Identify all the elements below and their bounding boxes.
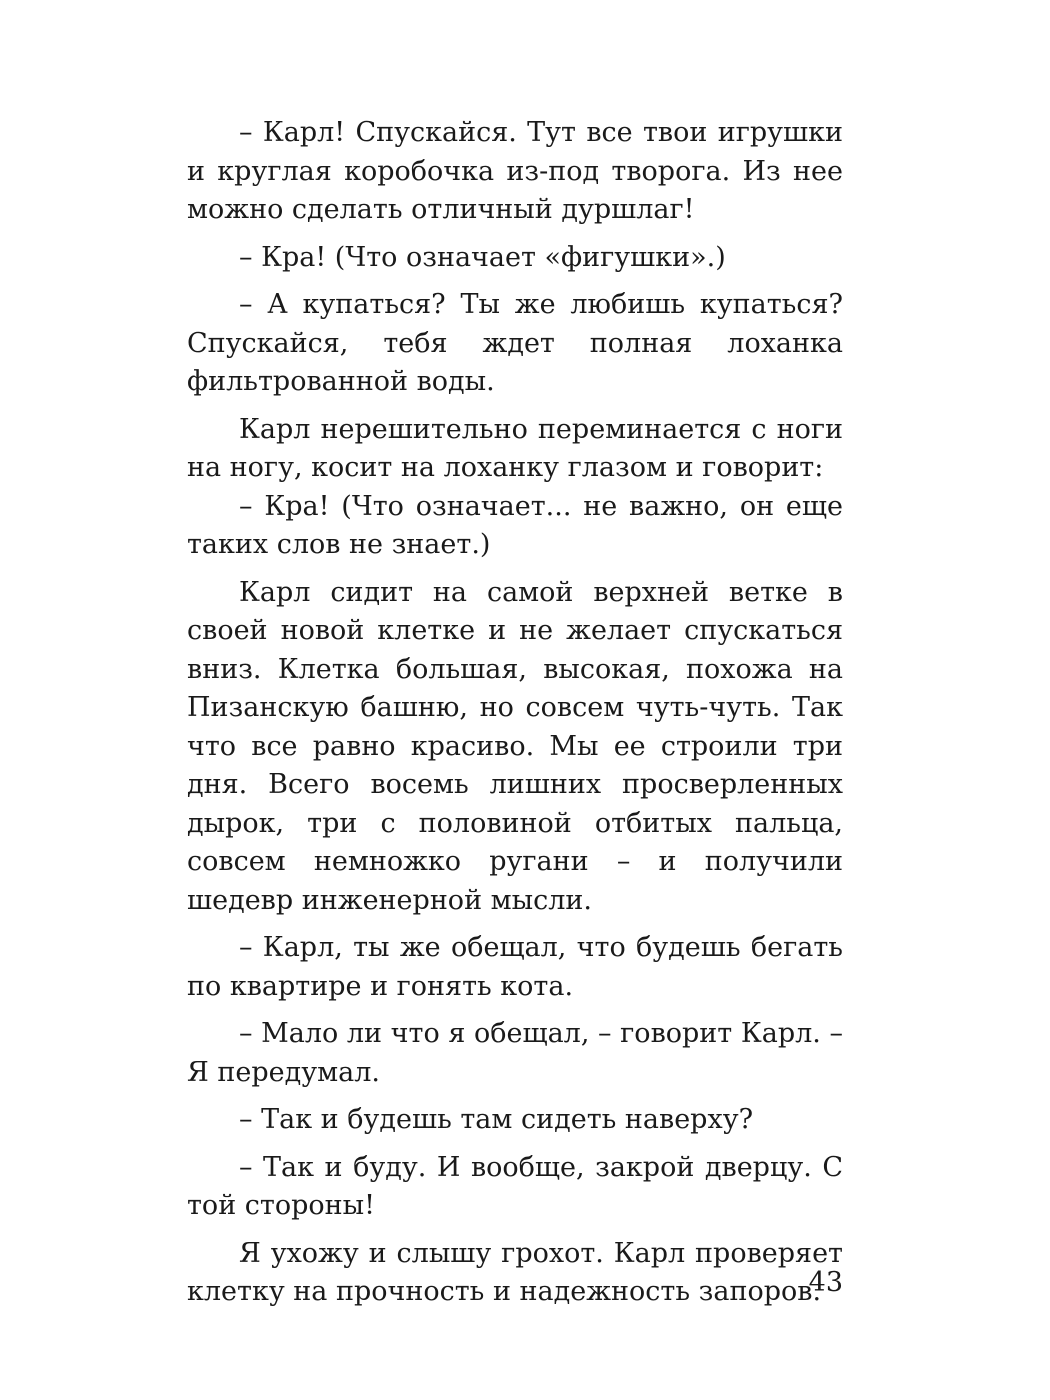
paragraph-9: – Так и будешь там сидеть наверху? [239, 1104, 754, 1135]
paragraph-3: – А купаться? Ты же любишь купаться? Спускайся, тебя ждет полная лоханка фильтрованной воды. [187, 289, 843, 397]
page-number: 43 [808, 1267, 843, 1298]
paragraph-11: Я ухожу и слышу грохот. Карл проверяет клетку на прочность и надежность запоров. [187, 1237, 843, 1307]
paragraph-6: Карл сидит на самой верхней ветке в своей новой клетке и не желает спускаться вниз. Клетка большая, высокая, похожа на Пизанскую башню, но совсем чуть-чуть. Так что все равно красиво. Мы ее строили три дня. Всего восемь лишних просверленных дырок, три с половиной отбитых пальца, совсем немножко ругани – и получили шедевр инженерной мысли. [187, 576, 843, 916]
paragraph-5: – Кра! (Что означает... не важно, он еще таких слов не знает.) [187, 490, 843, 560]
body-text [187, 114, 843, 1312]
paragraph-10: – Так и буду. И вообще, закрой дверцу. С той стороны! [187, 1151, 843, 1221]
paragraph-8: – Мало ли что я обещал, – говорит Карл. – Я передумал. [187, 1018, 843, 1088]
paragraph-1: – Карл! Спускайся. Тут все твои игрушки и круглая коробочка из-под творога. Из нее можно сделать отличный дуршлаг! [187, 117, 843, 225]
paragraph-7: – Карл, ты же обещал, что будешь бегать по квартире и гонять кота. [187, 932, 843, 1002]
paragraph-2: – Кра! (Что означает «фигушки».) [239, 241, 726, 273]
paragraph-4: Карл нерешительно переминается с ноги на ногу, косит на лоханку глазом и говорит: [187, 413, 843, 483]
